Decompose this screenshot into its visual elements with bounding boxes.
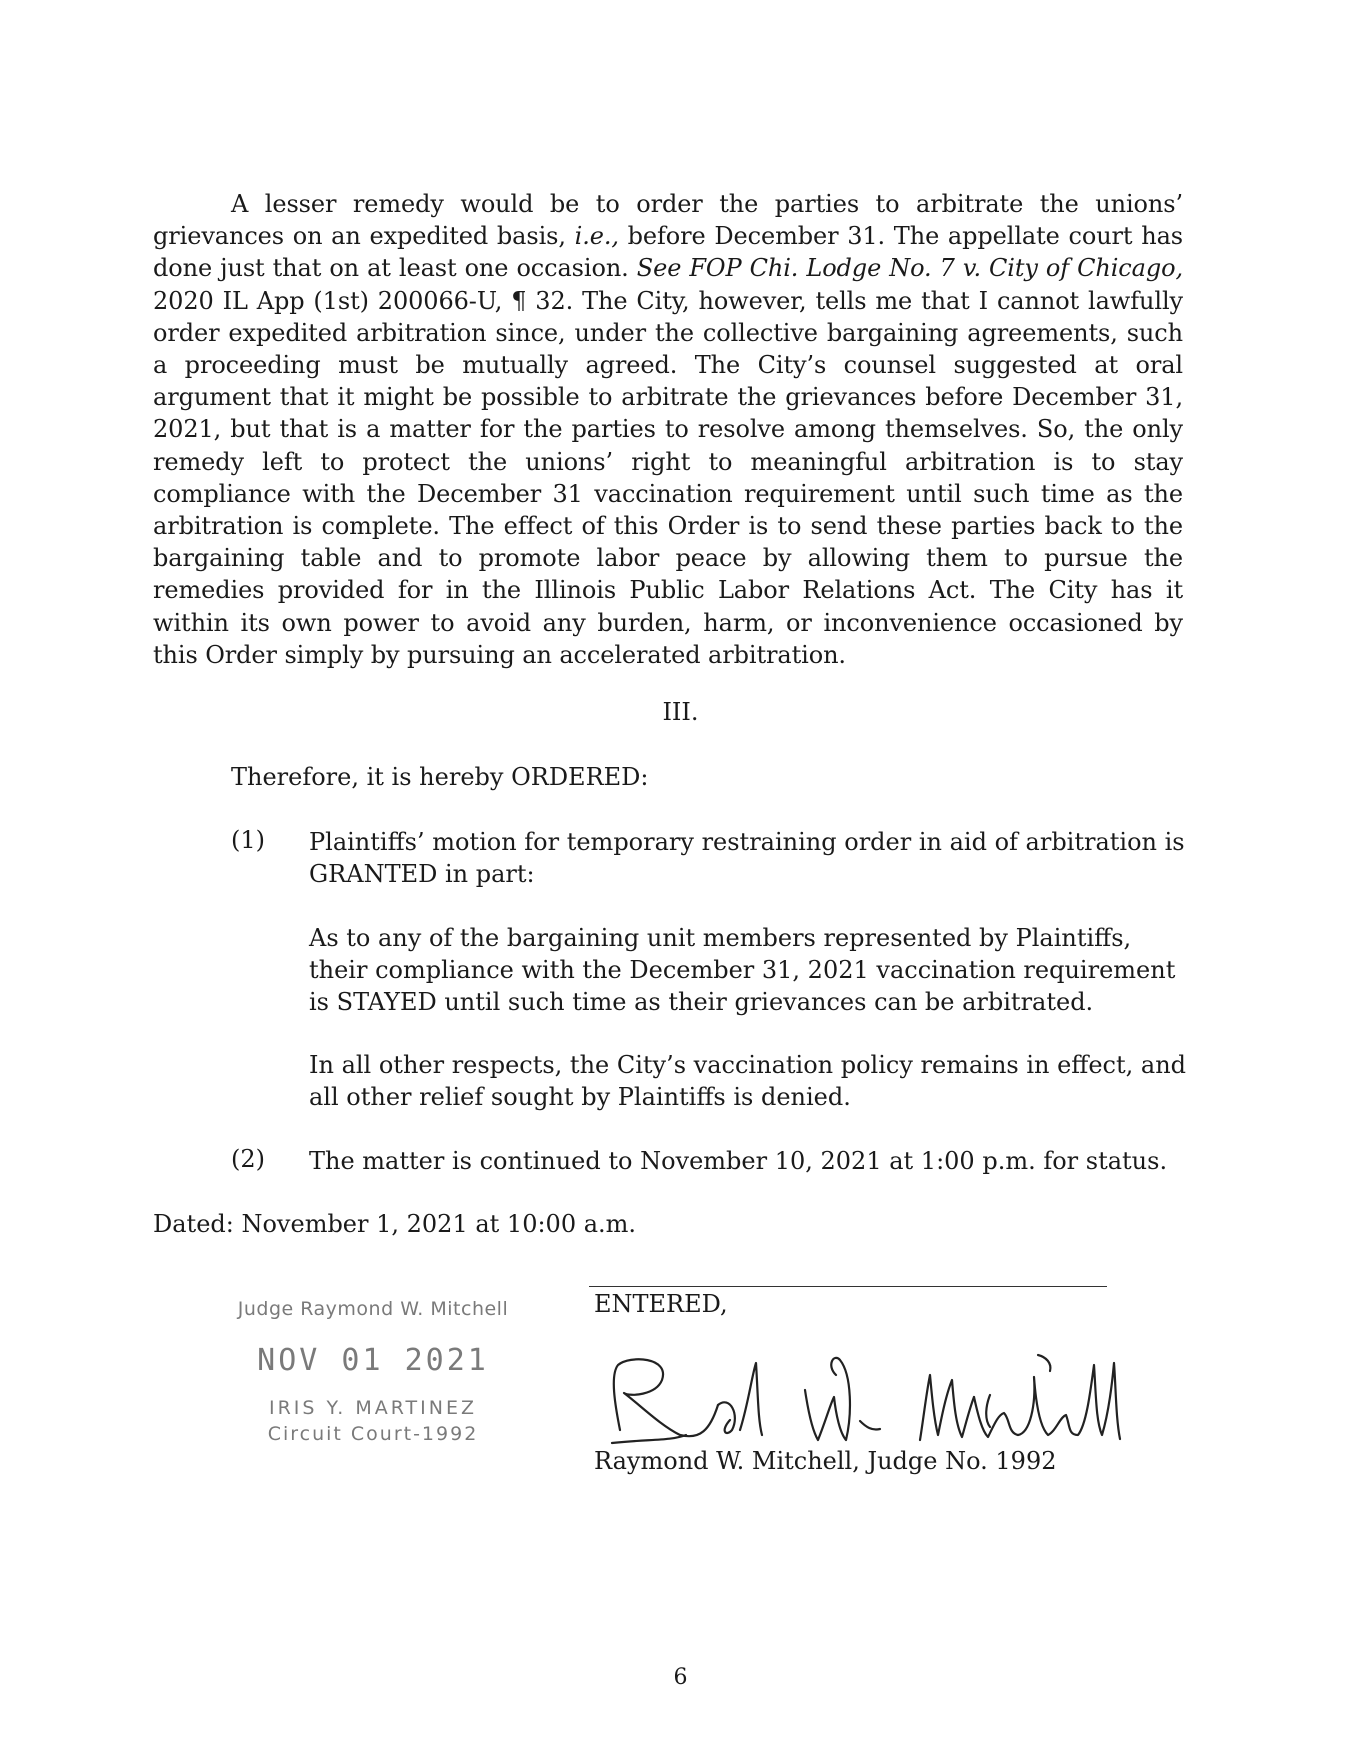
case-citation: See FOP Chi. Lodge No. 7 v. City of Chicago, <box>636 254 1183 283</box>
body-paragraph <box>153 188 1183 671</box>
paragraph-text: before December 31. The appellate court has done just that on at least one occasion. <box>153 222 1183 283</box>
order-item-number: (2) <box>231 1145 265 1173</box>
stamp-judge-name: Judge Raymond W. Mitchell <box>237 1298 509 1320</box>
ie-abbreviation: i.e., <box>574 222 619 251</box>
stamp-court: Circuit Court-1992 <box>267 1423 479 1445</box>
order-item-text: Plaintiffs’ motion for temporary restraining order in aid of arbitration is GRANTED in part: <box>309 828 1185 889</box>
entered-label: ENTERED, <box>594 1290 728 1318</box>
signature-rule-top <box>589 1286 1107 1287</box>
signatory-name-line: Raymond W. Mitchell, Judge No. 1992 <box>594 1447 1057 1475</box>
order-item-text: The matter is continued to November 10, 2021 at 1:00 p.m. for status. <box>309 1147 1168 1175</box>
handwritten-signature <box>590 1335 1130 1455</box>
order-sub-paragraph: In all other respects, the City’s vaccination policy remains in effect, and all other relief sought by Plaintiffs is denied. <box>309 1051 1187 1112</box>
paragraph-text: A lesser remedy would be to order the parties to arbitrate the unions’ grievances on an expedited basis, <box>153 190 1183 251</box>
order-intro: Therefore, it is hereby ORDERED: <box>231 763 649 791</box>
order-sub-paragraph: As to any of the bargaining unit members represented by Plaintiffs, their compliance with the December 31, 2021 vaccination requirement is STAYED until such time as their grievances can be arbitrated. <box>309 924 1176 1017</box>
order-item-number: (1) <box>231 826 265 854</box>
page-number: 6 <box>673 1665 688 1690</box>
section-heading: III. <box>662 698 699 726</box>
dated-line: Dated: November 1, 2021 at 10:00 a.m. <box>153 1210 637 1238</box>
stamp-clerk-name: IRIS Y. MARTINEZ <box>269 1397 477 1419</box>
paragraph-text: 2020 IL App (1st) 200066-U, ¶ 32. The City, however, tells me that I cannot lawfully order expedited arbitration since, under the collective bargaining agreements, such a proceeding must be mutually agreed. The City’s counsel suggested at oral argument that it might be possible to arbitrate the grievances before December 31, 2021, but that is a matter for the parties to resolve among themselves. So, the only remedy left to protect the unions’ right to meaningful arbitration is to stay compliance with the December 31 vaccination requirement until such time as the arbitration is complete. The effect of this Order is to send these parties back to the bargaining table and to promote labor peace by allowing them to pursue the remedies provided for in the Illinois Public Labor Relations Act. The City has it within its own power to avoid any burden, harm, or inconvenience occasioned by this Order simply by pursuing an accelerated arbitration. <box>153 286 1183 669</box>
stamp-date: NOV 01 2021 <box>257 1343 489 1378</box>
